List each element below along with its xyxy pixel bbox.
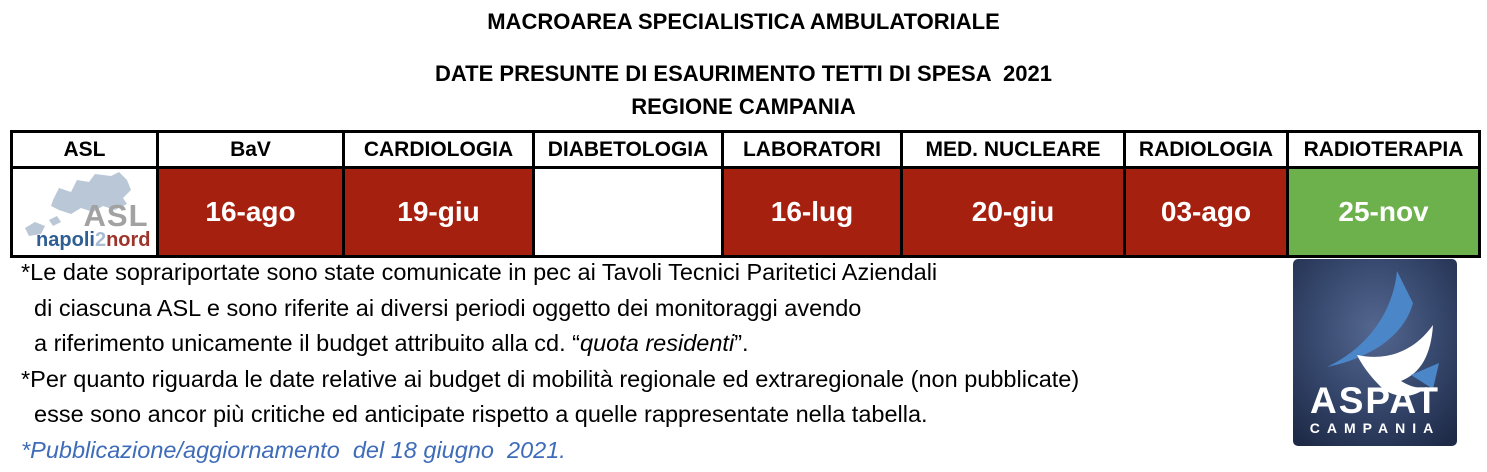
col-header-bav: BaV bbox=[158, 132, 344, 168]
footnote-line-5: esse sono ancor più critiche ed anticipate rispetto a quelle rappresentate nella tabella. bbox=[34, 401, 928, 427]
cell-cardiologia: 19-giu bbox=[344, 168, 534, 257]
cell-radioterapia: 25-nov bbox=[1288, 168, 1480, 257]
footnotes bbox=[21, 255, 1079, 468]
aspat-campania-logo bbox=[1293, 259, 1457, 446]
footnote-line-2: di ciascuna ASL e sono riferite ai diversi periodi oggetto dei monitoraggi avendo bbox=[34, 294, 862, 321]
table-row bbox=[12, 168, 1480, 257]
col-header-laboratori: LABORATORI bbox=[723, 132, 902, 168]
aspat-subtitle-text: CAMPANIA bbox=[1309, 420, 1441, 436]
two-text: 2 bbox=[94, 229, 107, 251]
publication-date-note: *Pubblicazione/aggiornamento del 18 giugno 2021. bbox=[21, 436, 566, 463]
table-header-row bbox=[12, 132, 1480, 168]
napoli-text: napoli bbox=[36, 229, 95, 251]
col-header-radioterapia: RADIOTERAPIA bbox=[1288, 132, 1480, 168]
asl-napoli2nord-logo bbox=[15, 170, 155, 254]
aspat-logo-icon bbox=[1293, 259, 1457, 446]
footnote-line-1: *Le date soprariportate sono state comunicate in pec ai Tavoli Tecnici Paritetici Aziendali bbox=[21, 259, 938, 285]
col-header-med-nucleare: MED. NUCLEARE bbox=[902, 132, 1125, 168]
footnote-line-3-suffix: ”. bbox=[734, 330, 749, 356]
cell-laboratori: 16-lug bbox=[723, 168, 902, 257]
spending-caps-table bbox=[10, 130, 1481, 258]
cell-diabetologia bbox=[534, 168, 723, 257]
napoli2nord-text bbox=[36, 229, 150, 252]
footnote-line-3-italic: quota residenti bbox=[580, 330, 735, 356]
cell-med-nucleare: 20-giu bbox=[902, 168, 1125, 257]
footnote-line-3 bbox=[21, 326, 1079, 362]
cell-radiologia: 03-ago bbox=[1125, 168, 1288, 257]
asl-logo-cell bbox=[12, 168, 158, 257]
footnote-line-3-prefix: a riferimento unicamente il budget attribuito alla cd. “ bbox=[34, 330, 581, 356]
col-header-radiologia: RADIOLOGIA bbox=[1125, 132, 1288, 168]
nord-text: nord bbox=[106, 229, 151, 251]
col-header-diabetologia: DIABETOLOGIA bbox=[534, 132, 723, 168]
col-header-asl: ASL bbox=[12, 132, 158, 168]
subtitle-region: REGIONE CAMPANIA bbox=[631, 94, 856, 119]
main-title: MACROAREA SPECIALISTICA AMBULATORIALE bbox=[487, 9, 1000, 34]
col-header-cardiologia: CARDIOLOGIA bbox=[344, 132, 534, 168]
subtitle-dates: DATE PRESUNTE DI ESAURIMENTO TETTI DI SPESA 2021 bbox=[435, 61, 1052, 86]
footnote-line-4: *Per quanto riguarda le date relative ai budget di mobilità regionale ed extraregionale (non pubblicate) bbox=[21, 365, 1080, 392]
asl-logo-text: ASL bbox=[83, 198, 149, 233]
cell-bav: 16-ago bbox=[158, 168, 344, 257]
aspat-title-text: ASPAT bbox=[1310, 380, 1440, 421]
